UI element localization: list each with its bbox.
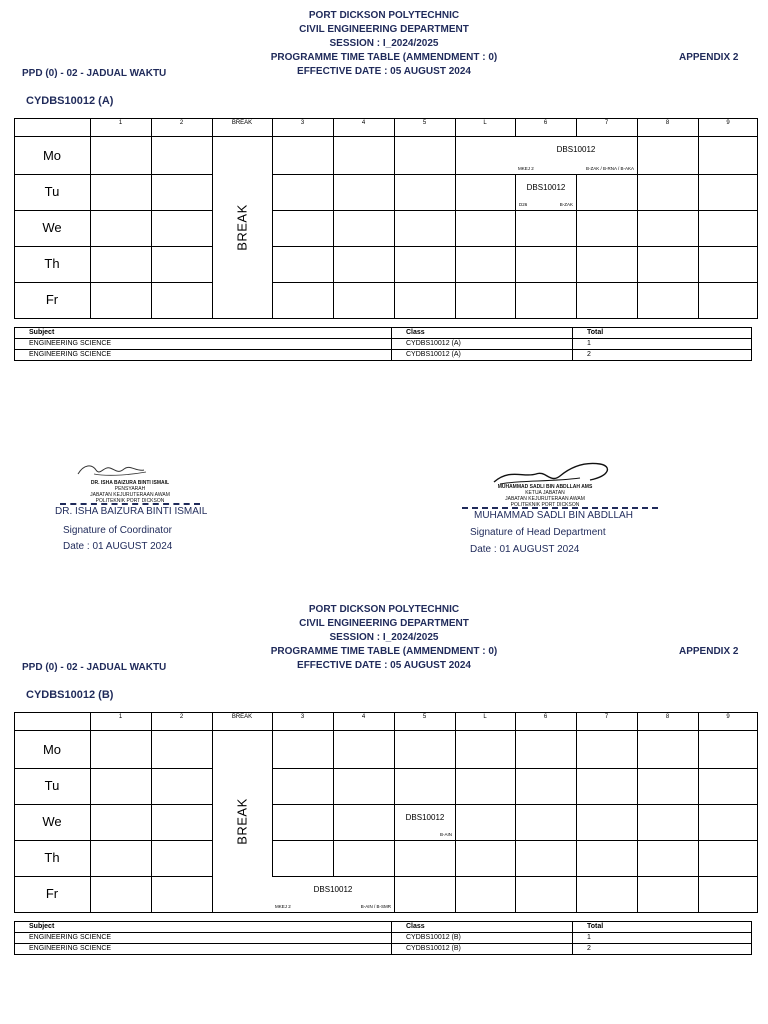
class-slot-we[interactable] [395, 805, 455, 840]
col-header-8: 8 [637, 712, 699, 730]
class-cell: CYDBS10012 (B) [406, 934, 461, 941]
class-cell: CYDBS10012 (A) [406, 351, 461, 358]
break-label: BREAK [234, 798, 250, 845]
subject-header: Subject [29, 329, 55, 336]
grid-vline [90, 118, 91, 319]
grid-hline [14, 804, 212, 805]
subject-code: DBS10012 [556, 145, 596, 154]
col-header-9: 9 [726, 120, 730, 126]
table-row [15, 350, 751, 360]
lecturer-code: MKEJ 2 [518, 166, 534, 171]
total-cell: 1 [587, 934, 591, 941]
lecturer-code: D26 [519, 202, 528, 207]
grid-vline [212, 712, 213, 913]
signature-line [60, 503, 200, 505]
grid-vline [515, 712, 516, 913]
col-header-2: 2 [151, 118, 213, 136]
appendix-label: APPENDIX 2 [679, 52, 739, 63]
signature-line [462, 507, 658, 509]
subject-cell: ENGINEERING SCIENCE [29, 934, 112, 941]
class-header: Class [406, 923, 425, 930]
head-name: MUHAMMAD SADLI BIN ABDLLAH [474, 510, 633, 521]
subject-cell: ENGINEERING SCIENCE [29, 351, 112, 358]
grid-vline [151, 712, 152, 913]
day-label-we: We [42, 814, 62, 829]
grid-hline [272, 840, 758, 841]
grid-hline [14, 174, 212, 175]
coordinator-date: Date : 01 AUGUST 2024 [63, 541, 173, 552]
header-divider [14, 136, 758, 137]
grid-vline [272, 118, 273, 319]
institution-name: PORT DICKSON POLYTECHNIC [308, 604, 460, 615]
day-label-mo: Mo [42, 742, 62, 757]
day-label-th: Th [44, 850, 60, 865]
subject-code: DBS10012 [313, 885, 353, 894]
grid-vline [333, 118, 334, 319]
col-header-4: 4 [333, 118, 395, 136]
col-header-7: 7 [576, 118, 638, 136]
grid-vline [455, 712, 456, 913]
class-code-title: CYDBS10012 (B) [26, 689, 114, 701]
class-slot-mo[interactable] [515, 137, 637, 174]
col-header-break: BREAK [212, 118, 273, 136]
grid-hline [272, 210, 758, 211]
col-header-9: 9 [726, 714, 730, 720]
grid-hline [272, 768, 758, 769]
col-header-7: 7 [576, 712, 638, 730]
grid-vline [212, 118, 213, 319]
ppd-code: PPD (0) - 02 - JADUAL WAKTU [22, 68, 167, 79]
appendix-label: APPENDIX 2 [679, 646, 739, 657]
grid-hline [14, 246, 212, 247]
department-name: CIVIL ENGINEERING DEPARTMENT [299, 618, 469, 629]
lecturer-code: MKEJ 2 [275, 904, 291, 909]
day-label-we: We [42, 220, 62, 235]
class-header: Class [406, 329, 425, 336]
grid-vline [151, 118, 152, 319]
summary-table-b [14, 921, 752, 955]
subject-cell: ENGINEERING SCIENCE [29, 340, 112, 347]
grid-vline [455, 118, 456, 319]
programme-label: PROGRAMME TIME TABLE (AMMENDMENT : 0) [270, 52, 498, 63]
summary-table-a [14, 327, 752, 361]
day-label-fr: Fr [45, 886, 59, 901]
col-header-5: 5 [394, 712, 456, 730]
summary-header-row [15, 922, 751, 933]
room-code: B-ZAK / B-RNA / B-AKA [585, 166, 634, 171]
head-role: Signature of Head Department [470, 527, 606, 538]
coordinator-stamp: DR. ISHA BAIZURA BINTI ISMAIL PENSYARAH JABATAN KEJURUTERAAN AWAM POLITEKNIK PORT DICKSON [90, 480, 170, 504]
col-header-8: 8 [637, 118, 699, 136]
grid-hline [14, 876, 212, 877]
day-label-tu: Tu [44, 778, 60, 793]
grid-hline [272, 246, 758, 247]
effective-date: EFFECTIVE DATE : 05 AUGUST 2024 [297, 66, 471, 77]
class-slot-tu[interactable] [516, 175, 576, 210]
total-cell: 1 [587, 340, 591, 347]
subject-code: DBS10012 [405, 813, 445, 822]
total-header: Total [587, 329, 604, 336]
day-label-fr: Fr [45, 292, 59, 307]
grid-hline [14, 282, 212, 283]
day-label-th: Th [44, 256, 60, 271]
grid-hline [14, 840, 212, 841]
col-header-6: 6 [515, 118, 577, 136]
subject-cell: ENGINEERING SCIENCE [29, 945, 112, 952]
grid-hline [272, 174, 758, 175]
room-code: B-AIN / B-SMR [360, 904, 391, 909]
head-stamp: MUHAMMAD SADLI BIN ABDLLAH AMS KETUA JABATAN JABATAN KEJURUTERAAN AWAM POLITEKNIK PORT DICKSON [497, 484, 593, 508]
grid-border [14, 118, 758, 319]
coordinator-name: DR. ISHA BAIZURA BINTI ISMAIL [55, 506, 208, 517]
col-header-1: 1 [90, 118, 152, 136]
grid-hline [14, 768, 212, 769]
head-date: Date : 01 AUGUST 2024 [470, 544, 580, 555]
grid-hline [14, 210, 212, 211]
session-label: SESSION : I_2024/2025 [329, 632, 439, 643]
grid-vline [698, 712, 699, 913]
department-name: CIVIL ENGINEERING DEPARTMENT [299, 24, 469, 35]
class-slot-fr[interactable] [272, 877, 394, 912]
class-cell: CYDBS10012 (A) [406, 340, 461, 347]
grid-vline [637, 712, 638, 913]
table-row [15, 933, 751, 944]
table-row [15, 944, 751, 954]
coordinator-role: Signature of Coordinator [63, 525, 172, 536]
grid-hline [272, 282, 758, 283]
ppd-code: PPD (0) - 02 - JADUAL WAKTU [22, 662, 167, 673]
subject-header: Subject [29, 923, 55, 930]
summary-header-row [15, 328, 751, 339]
col-header-5: 5 [394, 118, 456, 136]
grid-vline [637, 118, 638, 319]
total-header: Total [587, 923, 604, 930]
col-header-l: L [455, 712, 516, 730]
grid-vline [576, 712, 577, 913]
class-code-title: CYDBS10012 (A) [26, 95, 114, 107]
day-label-tu: Tu [44, 184, 60, 199]
timetable-grid-b [14, 712, 758, 914]
grid-hline [272, 804, 758, 805]
break-label: BREAK [234, 204, 250, 251]
grid-vline [698, 118, 699, 319]
col-header-break: BREAK [212, 712, 273, 730]
grid-vline [90, 712, 91, 913]
coordinator-signature-scribble [74, 460, 154, 480]
total-cell: 2 [587, 945, 591, 952]
day-label-mo: Mo [42, 148, 62, 163]
session-label: SESSION : I_2024/2025 [329, 38, 439, 49]
subject-code: DBS10012 [526, 183, 566, 192]
effective-date: EFFECTIVE DATE : 05 AUGUST 2024 [297, 660, 471, 671]
col-header-1: 1 [90, 712, 152, 730]
grid-vline [394, 118, 395, 319]
programme-label: PROGRAMME TIME TABLE (AMMENDMENT : 0) [270, 646, 498, 657]
col-header-3: 3 [272, 712, 334, 730]
class-cell: CYDBS10012 (B) [406, 945, 461, 952]
col-header-2: 2 [151, 712, 213, 730]
total-cell: 2 [587, 351, 591, 358]
col-header-6: 6 [515, 712, 577, 730]
col-header-4: 4 [333, 712, 395, 730]
room-code: B-ZAK [559, 202, 573, 207]
institution-name: PORT DICKSON POLYTECHNIC [308, 10, 460, 21]
header-divider [14, 730, 758, 731]
timetable-grid-a [14, 118, 758, 320]
room-code: B-AIN [439, 832, 452, 837]
col-header-3: 3 [272, 118, 334, 136]
table-row [15, 339, 751, 350]
col-header-l: L [455, 118, 516, 136]
